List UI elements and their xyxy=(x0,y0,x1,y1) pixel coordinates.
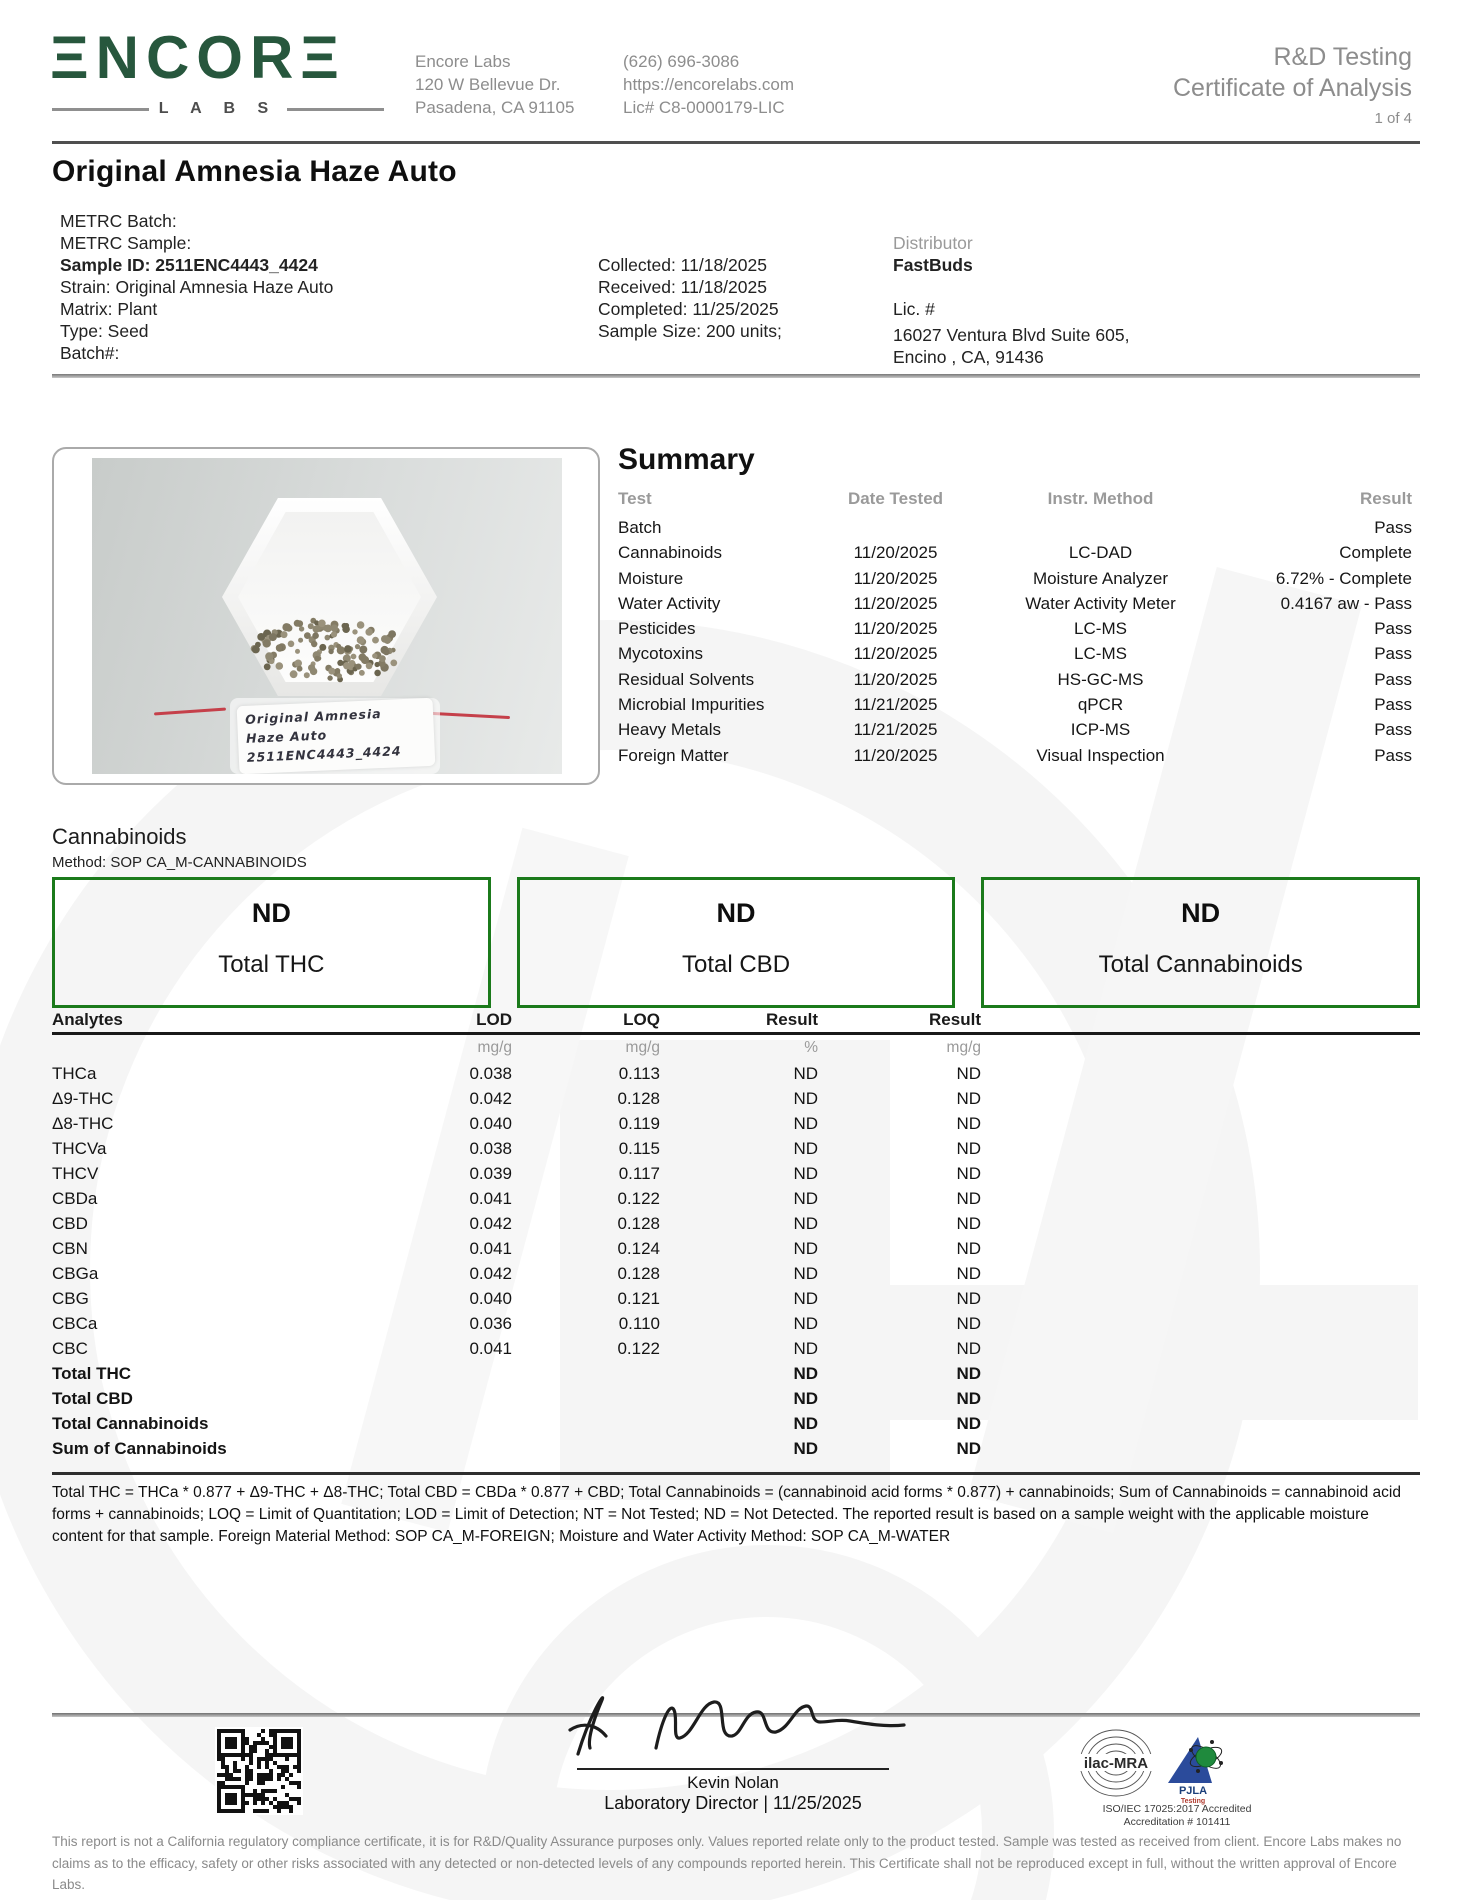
lab-address xyxy=(415,50,574,119)
logo-labs-text: L A B S xyxy=(158,100,278,117)
analyte-row: CBN 0.041 0.124 ND ND xyxy=(52,1239,981,1258)
summary-row: Cannabinoids 11/20/2025 LC-DAD Complete xyxy=(618,543,1412,563)
distributor-label: Distributor xyxy=(893,233,973,253)
analytes-table xyxy=(52,1010,1420,1461)
pjla-testing-text: Testing xyxy=(1180,1798,1206,1805)
summary-col-test: Test xyxy=(618,489,652,508)
summary-row: Moisture 11/20/2025 Moisture Analyzer 6.72% - Complete xyxy=(618,568,1412,588)
summary-section xyxy=(618,443,1412,768)
seeds-graphic xyxy=(222,498,437,696)
analyte-row: CBD 0.042 0.128 ND ND xyxy=(52,1214,981,1233)
signer-title: Laboratory Director | 11/25/2025 xyxy=(604,1793,862,1813)
lab-street: 120 W Bellevue Dr. xyxy=(415,75,561,94)
nd-label: Total THC xyxy=(218,951,325,978)
summary-row: Heavy Metals 11/21/2025 ICP-MS Pass xyxy=(618,720,1412,740)
distributor-street: 16027 Ventura Blvd Suite 605, xyxy=(893,325,1130,345)
logo-rule-left xyxy=(52,108,149,111)
distributor-city: Encino , CA, 91436 xyxy=(893,347,1044,367)
analyte-row: Total THC ND ND xyxy=(52,1364,981,1383)
analyte-row: Δ9-THC 0.042 0.128 ND ND xyxy=(52,1089,981,1108)
analyte-rows xyxy=(52,1061,1420,1461)
type: Type: Seed xyxy=(60,321,149,341)
batch-number: Batch#: xyxy=(60,343,120,363)
logo-rule-right xyxy=(287,108,384,111)
lab-license: Lic# C8-0000179-LIC xyxy=(623,98,785,117)
analytes-units-row xyxy=(52,1035,1420,1061)
summary-row: Microbial Impurities 11/21/2025 qPCR Pass xyxy=(618,695,1412,715)
analyte-row: CBG 0.040 0.121 ND ND xyxy=(52,1289,981,1308)
unit-loq: mg/g xyxy=(625,1039,660,1056)
label-line: 2511ENC4443_4424 xyxy=(246,743,402,765)
pjla-logo xyxy=(1160,1731,1226,1805)
page-title: Original Amnesia Haze Auto xyxy=(52,155,457,188)
report-type: R&D Testing xyxy=(1273,43,1412,71)
nd-label: Total CBD xyxy=(681,951,791,978)
lab-phone: (626) 696-3086 xyxy=(623,52,740,71)
iso-accredited: ISO/IEC 17025:2017 Accredited xyxy=(1102,1803,1252,1815)
summary-col-method: Instr. Method xyxy=(1047,489,1154,508)
cannabinoids-method: Method: SOP CA_M-CANNABINOIDS xyxy=(52,854,307,871)
signer-name: Kevin Nolan xyxy=(687,1773,779,1792)
col-loq: LOQ xyxy=(623,1010,660,1029)
nd-result-box xyxy=(517,877,956,1008)
encore-logo: ΞNCORΞ xyxy=(50,24,346,91)
analyte-row: Total Cannabinoids ND ND xyxy=(52,1414,981,1433)
matrix: Matrix: Plant xyxy=(60,299,158,319)
unit-lod: mg/g xyxy=(477,1039,512,1056)
signature-rule xyxy=(577,1768,889,1770)
analyte-row: CBCa 0.036 0.110 ND ND xyxy=(52,1314,981,1333)
analyte-row: THCa 0.038 0.113 ND ND xyxy=(52,1064,981,1083)
collected-date: Collected: 11/18/2025 xyxy=(598,255,767,275)
accreditation-number: Accreditation # 101411 xyxy=(1123,1816,1231,1828)
analyte-row: CBGa 0.042 0.128 ND ND xyxy=(52,1264,981,1283)
summary-col-date: Date Tested xyxy=(847,489,944,508)
handwritten-label xyxy=(237,698,436,774)
col-result-mgg: Result xyxy=(929,1010,981,1029)
disclaimer-text: This report is not a California regulatory compliance certificate, it is for R&D/Quality Assurance purposes only. Values reported relate only to the product tested. Sample was tested as received from client. Encore Labs makes no claims as to the efficacy, safety or other risks associated with any detected or non-detected levels of any compounds reported herein. This Certificate shall not be reproduced except in full, without the written approval of Encore Labs. xyxy=(52,1834,1402,1892)
report-title: Certificate of Analysis xyxy=(1173,74,1412,102)
lab-contact xyxy=(623,50,794,119)
summary-rows xyxy=(618,515,1412,768)
analyte-row: CBDa 0.041 0.122 ND ND xyxy=(52,1189,981,1208)
sample-dates xyxy=(598,254,782,342)
twist-tie-right xyxy=(432,712,510,719)
summary-row: Mycotoxins 11/20/2025 LC-MS Pass xyxy=(618,644,1412,664)
nd-value: ND xyxy=(1181,898,1221,928)
unit-result-mgg: mg/g xyxy=(946,1039,981,1056)
nd-label: Total Cannabinoids xyxy=(1098,951,1303,978)
analyte-row: Δ8-THC 0.040 0.119 ND ND xyxy=(52,1114,981,1133)
lab-name: Encore Labs xyxy=(415,52,511,71)
distributor-block xyxy=(893,232,1129,368)
calculation-footnote: Total THC = THCa * 0.877 + Δ9-THC + Δ8-THC; Total CBD = CBDa * 0.877 + CBD; Total Cannabinoids = (cannabinoid acid forms * 0.877) + cannabinoids; Sum of Cannabinoids = cannabinoid acid forms + cannabinoids; LOQ = Limit of Quantitation; LOD = Limit of Detection; NT = Not Tested; ND = Not Detected. The reported result is based on a sample weight with the applicable moisture content for that sample. Foreign Material Method: SOP CA_M-FOREIGN; Moisture and Water Activity Method: SOP CA_M-WATER xyxy=(52,1484,1401,1545)
page-indicator: 1 of 4 xyxy=(1374,110,1412,127)
signature xyxy=(560,1676,910,1771)
label-line: Original Amnesia xyxy=(244,705,382,727)
spacer xyxy=(893,276,1129,298)
label-line: Haze Auto xyxy=(245,727,328,746)
analyte-row: Total CBD ND ND xyxy=(52,1389,981,1408)
analyte-row: THCVa 0.038 0.115 ND ND xyxy=(52,1139,981,1158)
footnote-divider xyxy=(52,1472,1420,1475)
ilac-mra-text: ilac-MRA xyxy=(1083,1755,1149,1772)
analyte-row: CBC 0.041 0.122 ND ND xyxy=(52,1339,981,1358)
encore-logo-labs xyxy=(52,100,384,118)
col-analytes: Analytes xyxy=(52,1010,123,1029)
metrc-sample: METRC Sample: xyxy=(60,233,192,253)
distributor-name: FastBuds xyxy=(893,255,973,275)
sample-id: Sample ID: 2511ENC4443_4424 xyxy=(60,255,318,275)
nd-value: ND xyxy=(716,898,756,928)
distributor-lic: Lic. # xyxy=(893,299,935,319)
sample-photo xyxy=(92,458,562,774)
summary-row: Pesticides 11/20/2025 LC-MS Pass xyxy=(618,619,1412,639)
completed-date: Completed: 11/25/2025 xyxy=(598,299,779,319)
summary-col-result: Result xyxy=(1360,489,1412,508)
section-divider xyxy=(52,374,1420,378)
col-lod: LOD xyxy=(476,1010,512,1029)
metrc-batch: METRC Batch: xyxy=(60,211,177,231)
col-result-pct: Result xyxy=(766,1010,818,1029)
unit-result-pct: % xyxy=(804,1039,818,1056)
nd-value: ND xyxy=(251,898,291,928)
analytes-header-row xyxy=(52,1010,1420,1030)
strain: Strain: Original Amnesia Haze Auto xyxy=(60,277,334,297)
summary-header-row xyxy=(618,489,1412,509)
cannabinoids-heading: Cannabinoids xyxy=(52,824,187,849)
nd-result-box xyxy=(981,877,1420,1008)
summary-row: Foreign Matter 11/20/2025 Visual Inspection Pass xyxy=(618,745,1412,765)
summary-heading: Summary xyxy=(618,443,755,476)
report-type-block xyxy=(1173,42,1412,104)
summary-row: Residual Solvents 11/20/2025 HS-GC-MS Pass xyxy=(618,669,1412,689)
nd-summary-boxes xyxy=(52,877,1420,1008)
lab-url: https://encorelabs.com xyxy=(623,75,795,94)
sample-photo-card xyxy=(52,447,600,785)
qr-code xyxy=(215,1727,303,1815)
accreditation-text xyxy=(1062,1803,1292,1829)
header-divider xyxy=(52,141,1420,144)
ilac-mra-logo xyxy=(1077,1727,1155,1801)
summary-row: Water Activity 11/20/2025 Water Activity Meter 0.4167 aw - Pass xyxy=(618,593,1412,613)
pjla-text: PJLA xyxy=(1178,1785,1208,1797)
twist-tie-left xyxy=(154,707,226,715)
nd-result-box xyxy=(52,877,491,1008)
sample-size: Sample Size: 200 units; xyxy=(598,321,782,341)
analyte-row: Sum of Cannabinoids ND ND xyxy=(52,1439,981,1458)
summary-row: Batch Pass xyxy=(618,518,1412,537)
sample-info-left xyxy=(60,210,333,364)
lab-city: Pasadena, CA 91105 xyxy=(415,98,575,117)
received-date: Received: 11/18/2025 xyxy=(598,277,767,297)
analyte-row: THCV 0.039 0.117 ND ND xyxy=(52,1164,981,1183)
